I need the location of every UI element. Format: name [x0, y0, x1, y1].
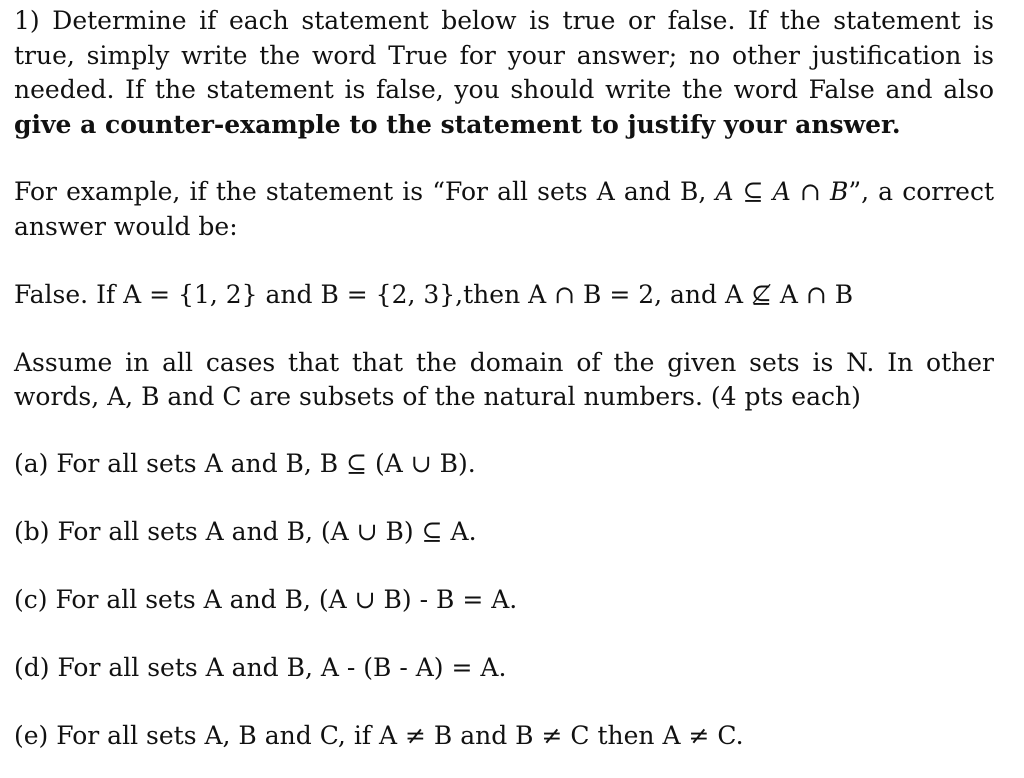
example-math: A ⊆ A ∩ B	[715, 177, 849, 206]
example-paragraph	[14, 175, 994, 244]
question-a: (a) For all sets A and B, B ⊆ (A ∪ B).	[14, 449, 476, 478]
question-b: (b) For all sets A and B, (A ∪ B) ⊆ A.	[14, 517, 477, 546]
instructions-paragraph	[14, 4, 994, 142]
problem-document	[14, 4, 994, 415]
question-e: (e) For all sets A, B and C, if A ≠ B and B ≠ C then A ≠ C.	[14, 721, 744, 750]
example-answer: False. If A = {1, 2} and B = {2, 3},then A ∩ B = 2, and A ⊈ A ∩ B	[14, 280, 854, 309]
question-d: (d) For all sets A and B, A - (B - A) = A.	[14, 653, 507, 682]
example-lead: For example, if the statement is “For all sets A and B,	[14, 177, 716, 206]
instructions-text: 1) Determine if each statement below is true or false. If the statement is true, simply write the word True for your answer; no other justification is needed. If the statement is false, you should write the word False and also	[14, 6, 994, 104]
question-c: (c) For all sets A and B, (A ∪ B) - B = A.	[14, 585, 518, 614]
assumption-paragraph: Assume in all cases that that the domain of the given sets is N. In other words, A, B and C are subsets of the natural numbers. (4 pts each)	[14, 347, 994, 411]
instructions-bold-text: give a counter-example to the statement to justify your answer.	[14, 109, 901, 139]
example-tail: ”, a correct answer would be:	[14, 177, 994, 241]
